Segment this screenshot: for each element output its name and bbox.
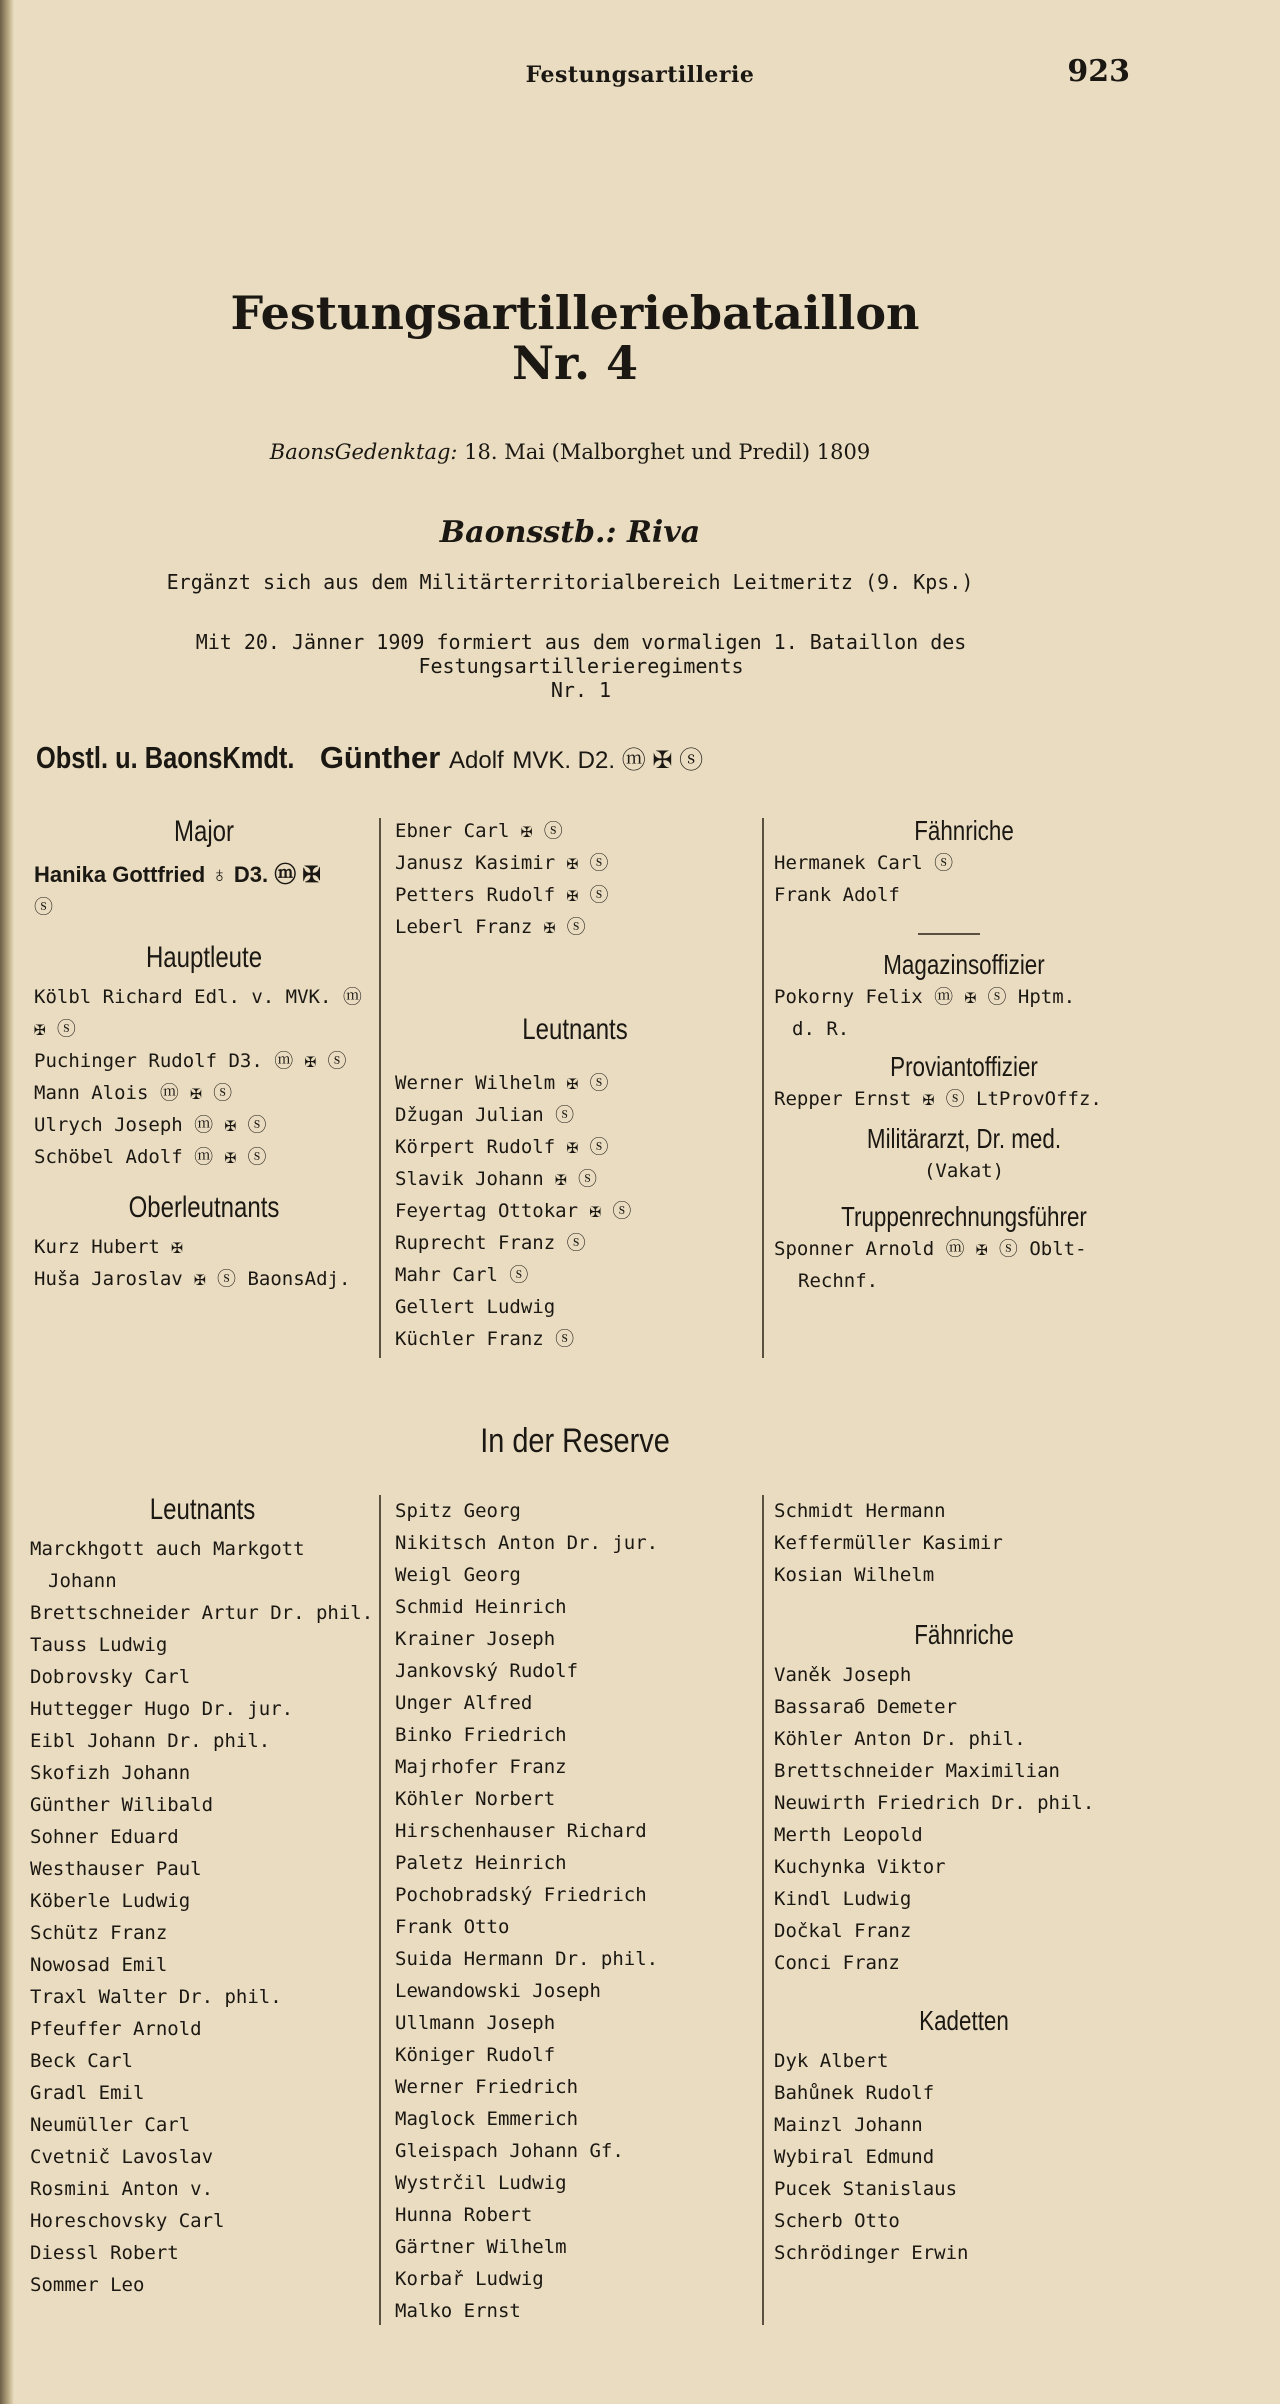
list-item: Kurz Hubert ✠: [34, 1236, 183, 1258]
proviantoffizier-heading: Proviantoffizier: [890, 1051, 1038, 1082]
list-item: Petters Rudolf ✠ ⓢ: [395, 884, 609, 906]
militaerarzt-heading: Militärarzt, Dr. med.: [866, 1123, 1062, 1154]
memorial-day-label: BaonsGedenktag:: [269, 440, 458, 464]
running-head: Festungsartillerie: [525, 62, 755, 88]
list-item: Suida Hermann Dr. phil.: [395, 1948, 659, 1970]
list-item: Conci Franz: [774, 1952, 900, 1974]
list-item: Gärtner Wilhelm: [395, 2236, 567, 2258]
faehnriche-heading: Fähnriche: [914, 815, 1014, 846]
reserve-column-2: [395, 1495, 755, 2327]
battalion-staff: Baonsstb.: Riva: [439, 515, 701, 550]
list-item: Weigl Georg: [395, 1564, 521, 1586]
list-item: Pochobradský Friedrich: [395, 1884, 647, 1906]
list-item: Werner Friedrich: [395, 2076, 579, 2098]
reserve-faehnriche-heading: Fähnriche: [914, 1619, 1014, 1650]
list-item: Pucek Stanislaus: [774, 2178, 958, 2200]
column-divider: [379, 818, 381, 1358]
list-item: Leberl Franz ✠ ⓢ: [395, 916, 586, 938]
list-item: Janusz Kasimir ✠ ⓢ: [395, 852, 609, 874]
list-item: Korbař Ludwig: [395, 2268, 544, 2290]
list-item: Krainer Joseph: [395, 1628, 556, 1650]
list-item: Köberle Ludwig: [30, 1890, 191, 1912]
list-item: Huša Jaroslav ✠ ⓢ BaonsAdj.: [34, 1268, 351, 1290]
list-item: Maglock Emmerich: [395, 2108, 579, 2130]
commander-rank: Obstl. u. BaonsKmdt.: [36, 740, 295, 775]
list-item: Frank Adolf: [774, 884, 900, 906]
commander-line: [36, 740, 1136, 776]
list-item: Dyk Albert: [774, 2050, 889, 2072]
list-item: Schütz Franz: [30, 1922, 168, 1944]
list-item: Günther Wilibald: [30, 1794, 214, 1816]
list-item: Spitz Georg: [395, 1500, 521, 1522]
list-item: Sommer Leo: [30, 2274, 145, 2296]
title-line-1: Festungsartilleriebataillon: [230, 286, 920, 340]
list-item: Gradl Emil: [30, 2082, 145, 2104]
list-item: Johann: [48, 1570, 117, 1592]
memorial-day-text: 18. Mai (Malborghet und Predil) 1809: [464, 440, 871, 464]
leutnants-heading: Leutnants: [522, 1013, 628, 1046]
list-item: Rosmini Anton v.: [30, 2178, 214, 2200]
list-item: Eibl Johann Dr. phil.: [30, 1730, 271, 1752]
hauptleute-heading: Hauptleute: [145, 941, 263, 974]
reserve-leutnants-heading: Leutnants: [149, 1493, 256, 1526]
active-column-3: [774, 815, 1154, 1297]
list-item: Brettschneider Maximilian: [774, 1760, 1060, 1782]
list-item: Ruprecht Franz ⓢ: [395, 1232, 586, 1254]
list-item: Malko Ernst: [395, 2300, 521, 2322]
list-item: Frank Otto: [395, 1916, 510, 1938]
list-item: Scherb Otto: [774, 2210, 900, 2232]
memorial-day: [0, 440, 1140, 464]
list-item: Merth Leopold: [774, 1824, 923, 1846]
reserve-column-1: [30, 1493, 375, 2301]
list-item: Köhler Norbert: [395, 1788, 556, 1810]
list-item: Schmidt Hermann: [774, 1500, 946, 1522]
list-item: Köhler Anton Dr. phil.: [774, 1728, 1026, 1750]
list-item: Rechnf.: [798, 1270, 879, 1292]
list-item: Ulrych Joseph ⓜ ✠ ⓢ: [34, 1114, 267, 1136]
title-line-2: Nr. 4: [511, 336, 639, 390]
active-column-2: [395, 815, 755, 1355]
list-item: Schöbel Adolf ⓜ ✠ ⓢ: [34, 1146, 267, 1168]
list-item: Schmid Heinrich: [395, 1596, 567, 1618]
list-item: Mann Alois ⓜ ✠ ⓢ: [34, 1082, 233, 1104]
formation-note-line-2: Nr. 1: [550, 678, 612, 702]
list-item: Brettschneider Artur Dr. phil.: [30, 1602, 374, 1624]
list-item: Gellert Ludwig: [395, 1296, 556, 1318]
list-item: Wystrčil Ludwig: [395, 2172, 567, 2194]
recruitment-note: Ergänzt sich aus dem Militärterritorialbereich Leitmeritz (9. Kps.): [166, 570, 974, 594]
list-item: Kölbl Richard Edl. v. MVK. ⓜ: [34, 986, 362, 1008]
list-item: Cvetnič Lavoslav: [30, 2146, 214, 2168]
list-item: Horeschovsky Carl: [30, 2210, 225, 2232]
list-item: Mainzl Johann: [774, 2114, 923, 2136]
kadetten-heading: Kadetten: [919, 2005, 1009, 2036]
list-item: Skofizh Johann: [30, 1762, 191, 1784]
list-item: Puchinger Rudolf D3. ⓜ ✠ ⓢ: [34, 1050, 347, 1072]
list-item: Binko Friedrich: [395, 1724, 567, 1746]
list-item: d. R.: [792, 1018, 850, 1040]
list-item: Traxl Walter Dr. phil.: [30, 1986, 282, 2008]
list-item: Kindl Ludwig: [774, 1888, 912, 1910]
list-item: Keffermüller Kasimir: [774, 1532, 1003, 1554]
formation-note: [36, 630, 1126, 702]
list-item: Hanika Gottfried ♁ D3. ⓜ ✠: [34, 862, 321, 887]
column-divider: [762, 1495, 764, 2325]
list-item: Ullmann Joseph: [395, 2012, 556, 2034]
list-item: Küchler Franz ⓢ: [395, 1328, 575, 1350]
list-item: Repper Ernst ✠ ⓢ LtProvOffz.: [774, 1088, 1102, 1110]
list-item: Neuwirth Friedrich Dr. phil.: [774, 1792, 1095, 1814]
truppenrechnungsfuehrer-heading: Truppenrechnungsführer: [841, 1201, 1087, 1232]
list-item: Neumüller Carl: [30, 2114, 191, 2136]
list-item: Ebner Carl ✠ ⓢ: [395, 820, 563, 842]
list-item: Schrödinger Erwin: [774, 2242, 969, 2264]
list-item: Nowosad Emil: [30, 1954, 168, 1976]
oberleutnants-heading: Oberleutnants: [128, 1191, 280, 1224]
commander-given-name: Adolf: [449, 747, 504, 774]
list-item: Džugan Julian ⓢ: [395, 1104, 575, 1126]
list-item: Sponner Arnold ⓜ ✠ ⓢ Oblt-: [774, 1238, 1087, 1260]
list-item: Kosian Wilhelm: [774, 1564, 935, 1586]
reserve-heading: In der Reserve: [480, 1422, 670, 1460]
list-item: Westhauser Paul: [30, 1858, 202, 1880]
list-item: Gleispach Johann Gf.: [395, 2140, 624, 2162]
list-item: Majrhofer Franz: [395, 1756, 567, 1778]
list-item: Nikitsch Anton Dr. jur.: [395, 1532, 659, 1554]
list-item: (Vakat): [923, 1160, 1005, 1182]
list-item: Sohner Eduard: [30, 1826, 179, 1848]
formation-note-line-1: Mit 20. Jänner 1909 formiert aus dem vormaligen 1. Bataillon des Festungsartillerieregiments: [195, 630, 967, 678]
commander-name: Günther: [319, 740, 441, 775]
page-title: [0, 288, 1150, 388]
separator-rule: [918, 933, 980, 935]
list-item: Marckhgott auch Markgott: [30, 1538, 305, 1560]
magazinsoffizier-heading: Magazinsoffizier: [883, 949, 1045, 980]
list-item: Werner Wilhelm ✠ ⓢ: [395, 1072, 609, 1094]
list-item: Hunna Robert: [395, 2204, 533, 2226]
list-item: Königer Rudolf: [395, 2044, 556, 2066]
reserve-column-3: [774, 1495, 1154, 2269]
page-number: 923: [1067, 54, 1130, 89]
list-item: Hermanek Carl ⓢ: [774, 852, 954, 874]
list-item: Paletz Heinrich: [395, 1852, 567, 1874]
list-item: Hirschenhauser Richard: [395, 1820, 647, 1842]
list-item: Lewandowski Joseph: [395, 1980, 601, 2002]
list-item: Slavik Johann ✠ ⓢ: [395, 1168, 598, 1190]
list-item: Pokorny Felix ⓜ ✠ ⓢ Hptm.: [774, 986, 1076, 1008]
list-item: Diessl Robert: [30, 2242, 179, 2264]
list-item: Mahr Carl ⓢ: [395, 1264, 529, 1286]
list-item: Wybiral Edmund: [774, 2146, 935, 2168]
column-divider: [379, 1495, 381, 2325]
list-item: Bassaraб Demeter: [774, 1696, 958, 1718]
list-item: Unger Alfred: [395, 1692, 533, 1714]
list-item: Vaněk Joseph: [774, 1664, 912, 1686]
list-item: Bahůnek Rudolf: [774, 2082, 935, 2104]
list-item: Pfeuffer Arnold: [30, 2018, 202, 2040]
column-divider: [762, 818, 764, 1358]
major-heading: Major: [173, 815, 234, 848]
list-item: Huttegger Hugo Dr. jur.: [30, 1698, 294, 1720]
list-item: ✠ ⓢ: [34, 1018, 76, 1040]
list-item: Körpert Rudolf ✠ ⓢ: [395, 1136, 609, 1158]
list-item: Beck Carl: [30, 2050, 133, 2072]
list-item: Jankovský Rudolf: [395, 1660, 579, 1682]
commander-decorations: MVK. D2. ⓜ ✠ ⓢ: [512, 747, 704, 774]
list-item: ⓢ: [34, 896, 54, 918]
list-item: Tauss Ludwig: [30, 1634, 168, 1656]
list-item: Dočkal Franz: [774, 1920, 912, 1942]
list-item: Kuchynka Viktor: [774, 1856, 946, 1878]
list-item: Feyertag Ottokar ✠ ⓢ: [395, 1200, 632, 1222]
active-column-1: [34, 815, 374, 1295]
list-item: Dobrovsky Carl: [30, 1666, 191, 1688]
